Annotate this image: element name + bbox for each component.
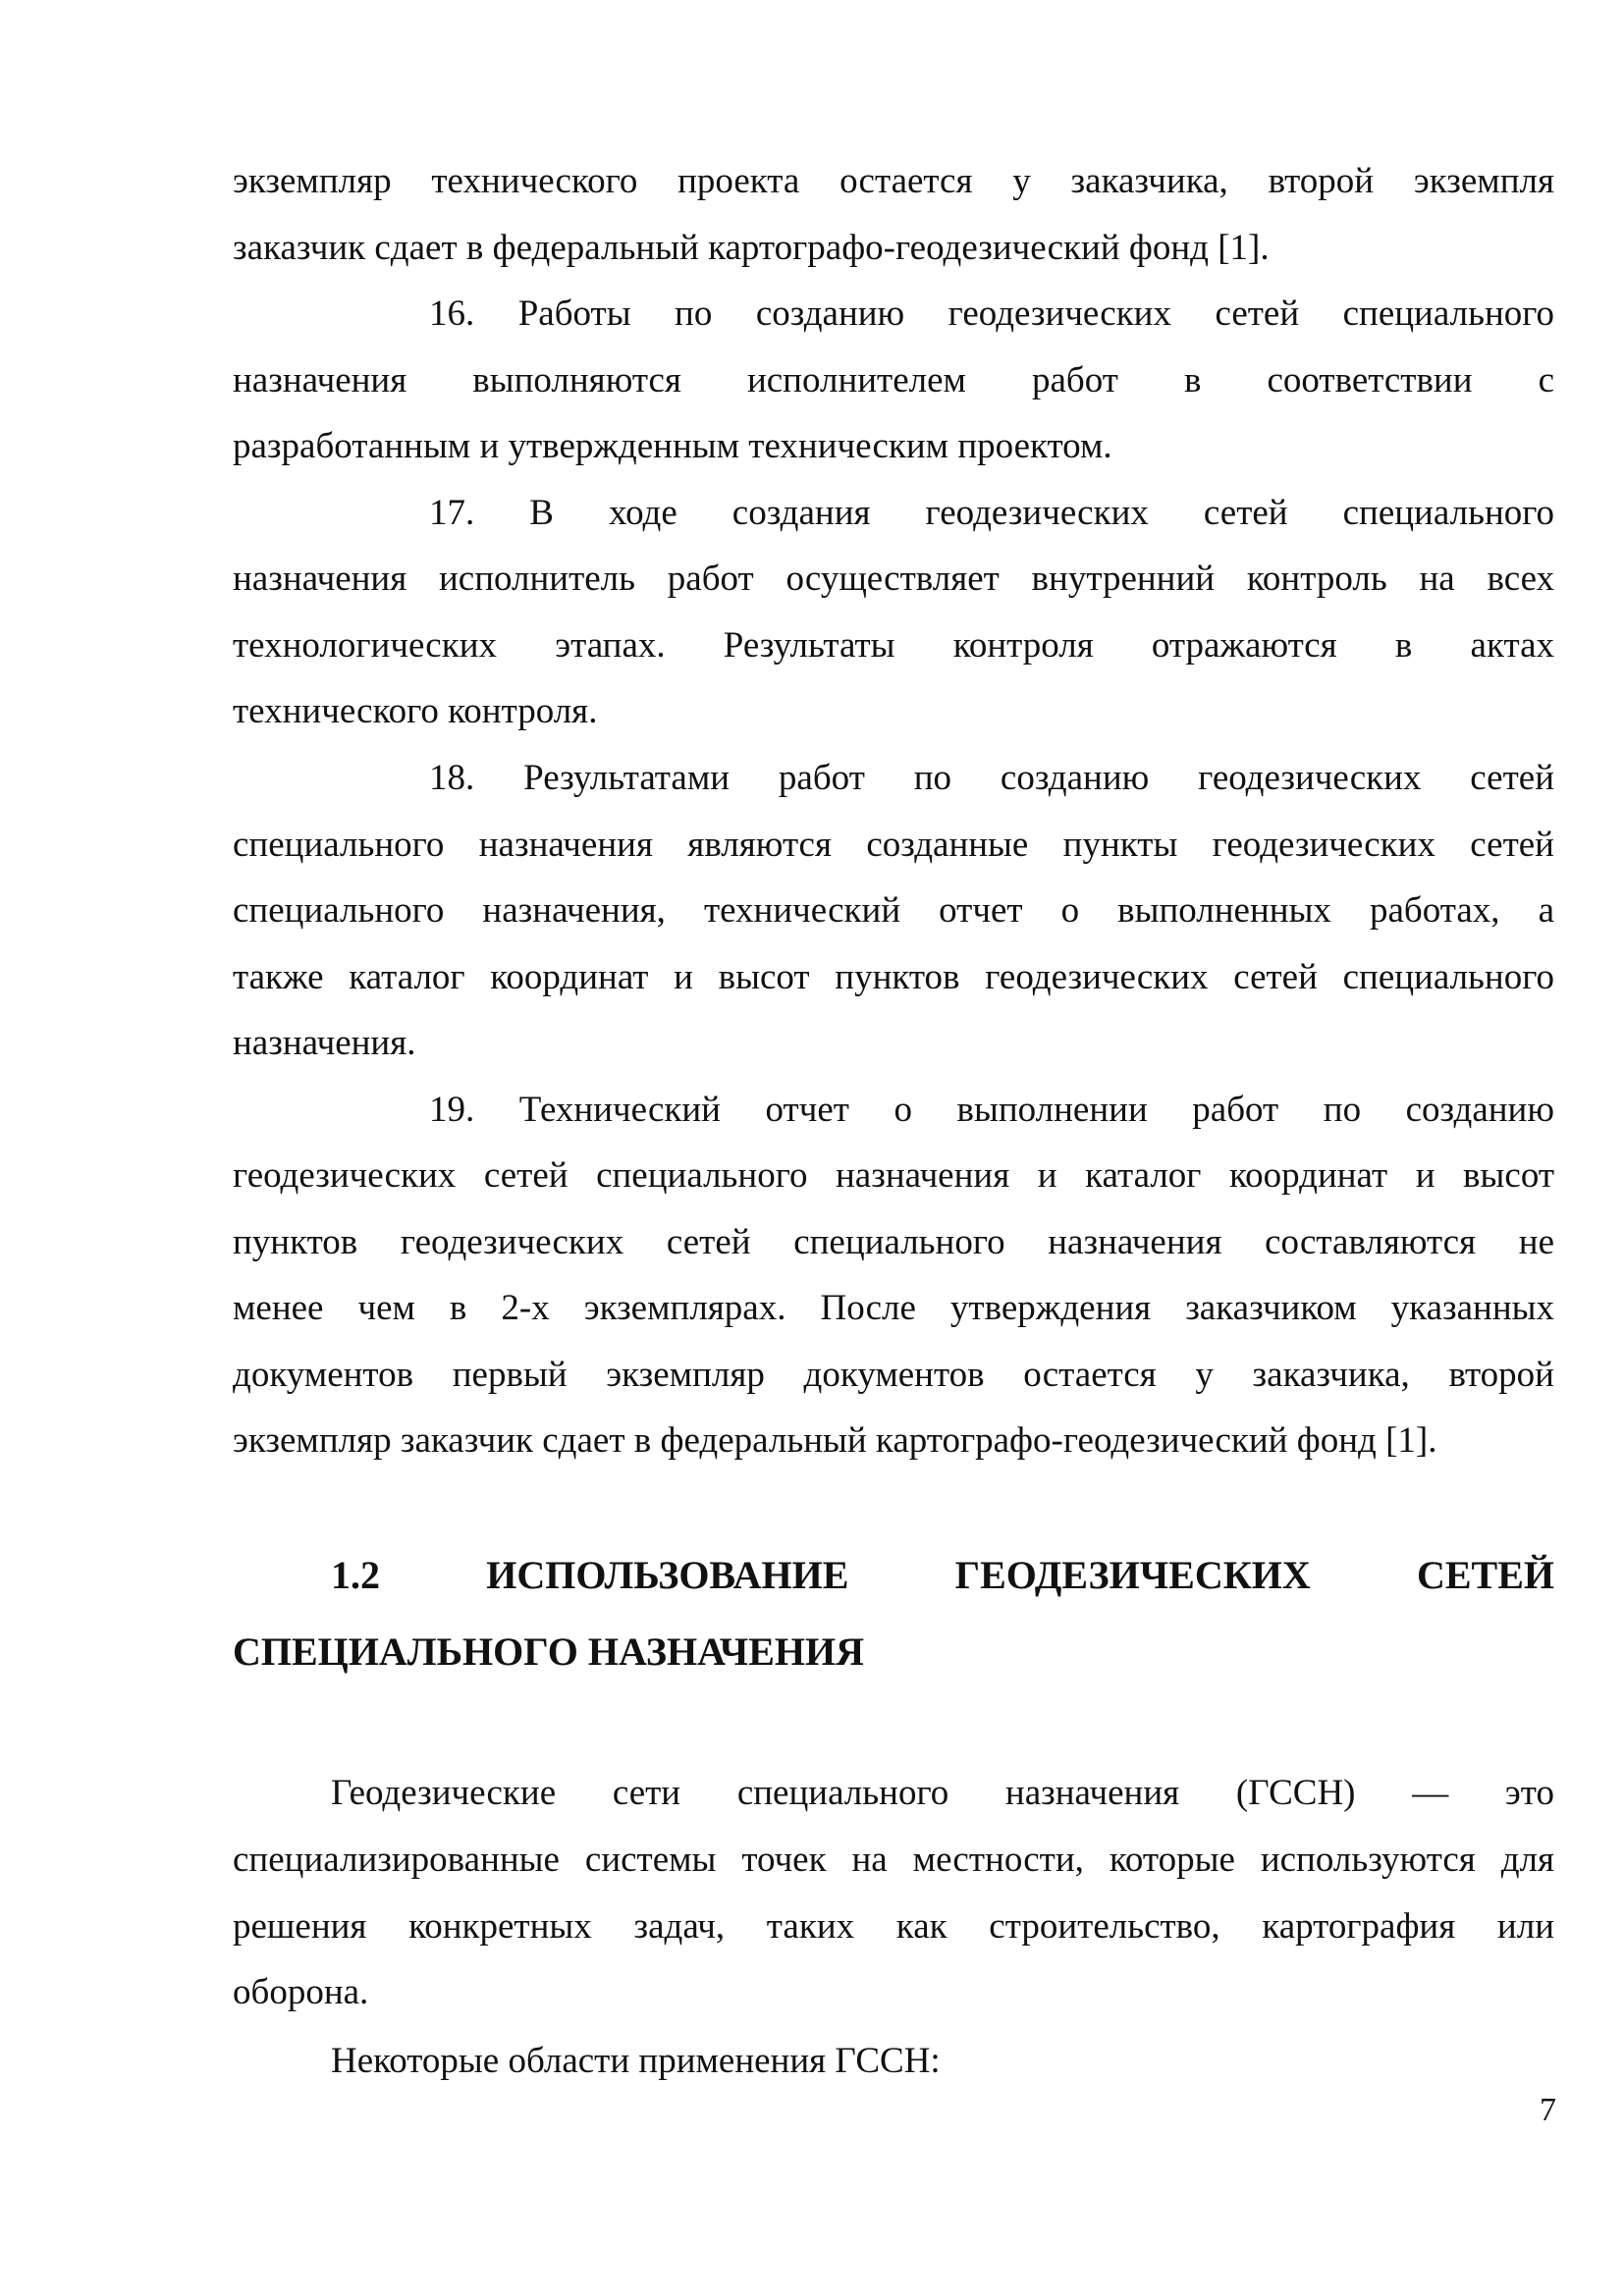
text-line: менее чем в 2-х экземплярах. После утверждения заказчиком указанных [233, 1288, 1554, 1328]
section-heading-line-1: 1.2 ИСПОЛЬЗОВАНИЕ ГЕОДЕЗИЧЕСКИХ СЕТЕЙ [331, 1553, 1554, 1597]
section-heading-line-2: СПЕЦИАЛЬНОГО НАЗНАЧЕНИЯ [233, 1629, 865, 1674]
text-line: оборона. [233, 1972, 369, 2012]
text-line: технологических этапах. Результаты контроля отражаются в актах [233, 625, 1554, 666]
text-line: назначения исполнитель работ осуществляет внутренний контроль на всех [233, 559, 1554, 599]
text-line: специального назначения, технический отчет о выполненных работах, а [233, 890, 1554, 931]
text-line: разработанным и утвержденным техническим проектом. [233, 426, 1112, 466]
text-line: пунктов геодезических сетей специального назначения составляются не [233, 1222, 1554, 1262]
text-line: документов первый экземпляр документов остается у заказчика, второй [233, 1355, 1554, 1395]
text-line: специализированные системы точек на местности, которые используются для [233, 1840, 1554, 1880]
list-item-19: 19. Технический отчет о выполнении работ по созданию [429, 1090, 1554, 1130]
text-line: решения конкретных задач, таких как строительство, картография или [233, 1906, 1554, 1947]
text-line: Некоторые области применения ГССН: [331, 2041, 941, 2081]
text-line: технического контроля. [233, 691, 598, 731]
text-line: экземпляр заказчик сдает в федеральный картографо-геодезический фонд [1]. [233, 1420, 1437, 1461]
text-line: геодезических сетей специального назначения и каталог координат и высот [233, 1155, 1554, 1196]
list-item-18: 18. Результатами работ по созданию геодезических сетей [429, 758, 1554, 798]
text-line: заказчик сдает в федеральный картографо-геодезический фонд [1]. [233, 228, 1270, 268]
list-item-16: 16. Работы по созданию геодезических сетей специального [429, 294, 1554, 334]
list-item-17: 17. В ходе создания геодезических сетей специального [429, 493, 1554, 533]
text-line: специального назначения являются созданные пункты геодезических сетей [233, 825, 1554, 865]
text-line: также каталог координат и высот пунктов геодезических сетей специального [233, 957, 1554, 997]
text-line: назначения выполняются исполнителем работ в соответствии с [233, 360, 1554, 400]
text-line: назначения. [233, 1023, 416, 1063]
text-line: экземпляр технического проекта остается у заказчика, второй экземпля [233, 161, 1554, 201]
text-line: Геодезические сети специального назначения (ГССН) — это [331, 1773, 1554, 1813]
page-number: 7 [1540, 2092, 1556, 2128]
